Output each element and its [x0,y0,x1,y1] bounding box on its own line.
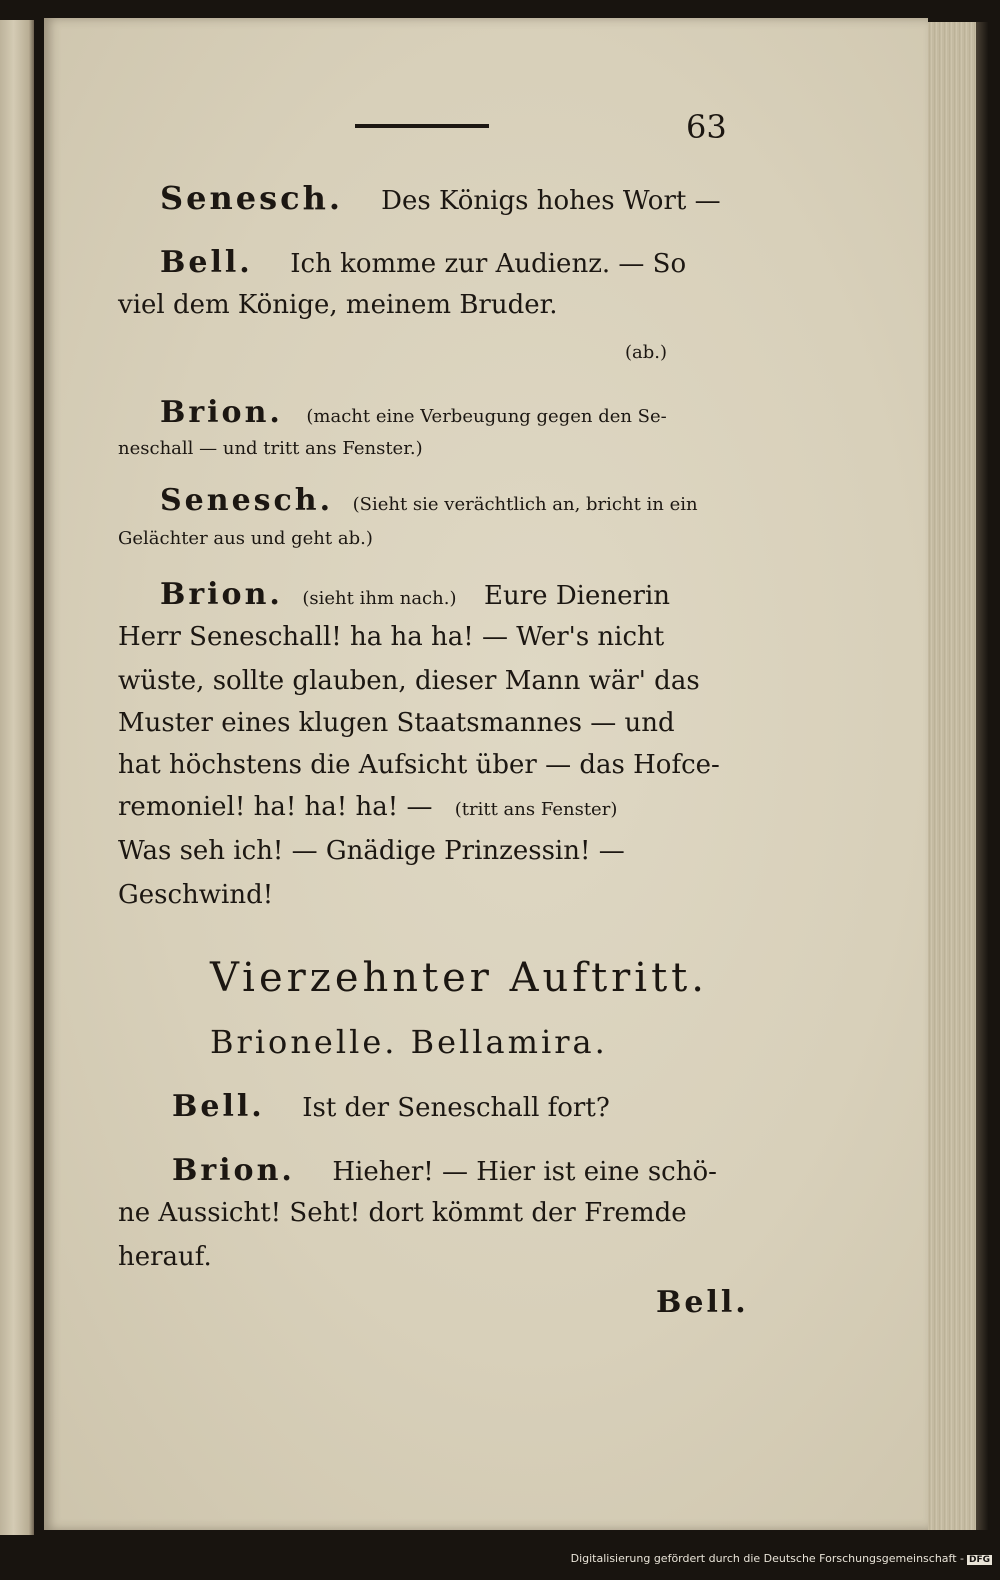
dialogue-line [160,179,721,217]
speaker-name: Senesch. [160,483,334,518]
catchword: Bell. [656,1285,749,1320]
speaker-name: Senesch. [160,179,343,217]
speaker-name: Bell. [172,1089,265,1124]
dialogue-text: Herr Seneschall! ha ha ha! — Wer's nicht [118,622,665,652]
page-number: 63 [686,108,727,146]
dialogue-text: herauf. [118,1242,212,1272]
dialogue-text: Muster eines klugen Staatsmannes — und [118,708,675,738]
stage-direction: (macht eine Verbeugung gegen den Se- [306,406,667,427]
dialogue-text: Hieher! — Hier ist eine schö- [332,1157,717,1187]
dialogue-text: Des Königs hohes Wort — [381,186,721,216]
stage-direction: Gelächter aus und geht ab.) [118,528,373,549]
previous-page-edge [0,20,34,1535]
dfg-logo: DFG [968,1555,990,1565]
dialogue-line [160,395,667,430]
dialogue-text: Was seh ich! — Gnädige Prinzessin! — [118,836,625,866]
speaker-name: Brion. [160,395,283,430]
dialogue-text: Ist der Seneschall fort? [302,1093,610,1123]
dialogue-text: hat höchstens die Aufsicht über — das Hofce- [118,750,720,780]
dialogue-text: ne Aussicht! Seht! dort kömmt der Fremde [118,1198,687,1228]
dialogue-line [172,1089,610,1124]
stage-direction: (sieht ihm nach.) [302,588,457,609]
stage-direction: (tritt ans Fenster) [454,799,618,820]
dialogue-text: Ich komme zur Audienz. — So [290,249,687,279]
dialogue-line [118,794,617,820]
dialogue-text: wüste, sollte glauben, dieser Mann wär' das [118,666,700,696]
speaker-name: Brion. [172,1153,295,1188]
stage-direction: (ab.) [625,342,668,363]
digitization-credit [571,1552,992,1565]
stage-direction: (Sieht sie verächtlich an, bricht in ein [352,494,698,515]
dialogue-text: viel dem Könige, meinem Bruder. [118,290,558,320]
header-rule [355,124,489,128]
credit-text: Digitalisierung gefördert durch die Deutsche Forschungsgemeinschaft - [570,1552,964,1565]
binding-shadow [976,22,988,1530]
speaker-name: Brion. [160,577,283,612]
dialogue-text: remoniel! ha! ha! ha! — [118,792,433,822]
dialogue-line [160,245,687,280]
dialogue-line [160,483,698,518]
dialogue-line [172,1153,717,1188]
dialogue-text: Eure Dienerin [484,581,671,611]
speaker-name: Bell. [160,245,253,280]
character-list: Brionelle. Bellamira. [210,1023,608,1061]
dialogue-line [160,577,671,612]
scene-heading: Vierzehnter Auftritt. [210,955,708,1001]
dialogue-text: Geschwind! [118,880,274,910]
stage-direction: neschall — und tritt ans Fenster.) [118,438,423,459]
page-stack-edge [928,22,976,1530]
